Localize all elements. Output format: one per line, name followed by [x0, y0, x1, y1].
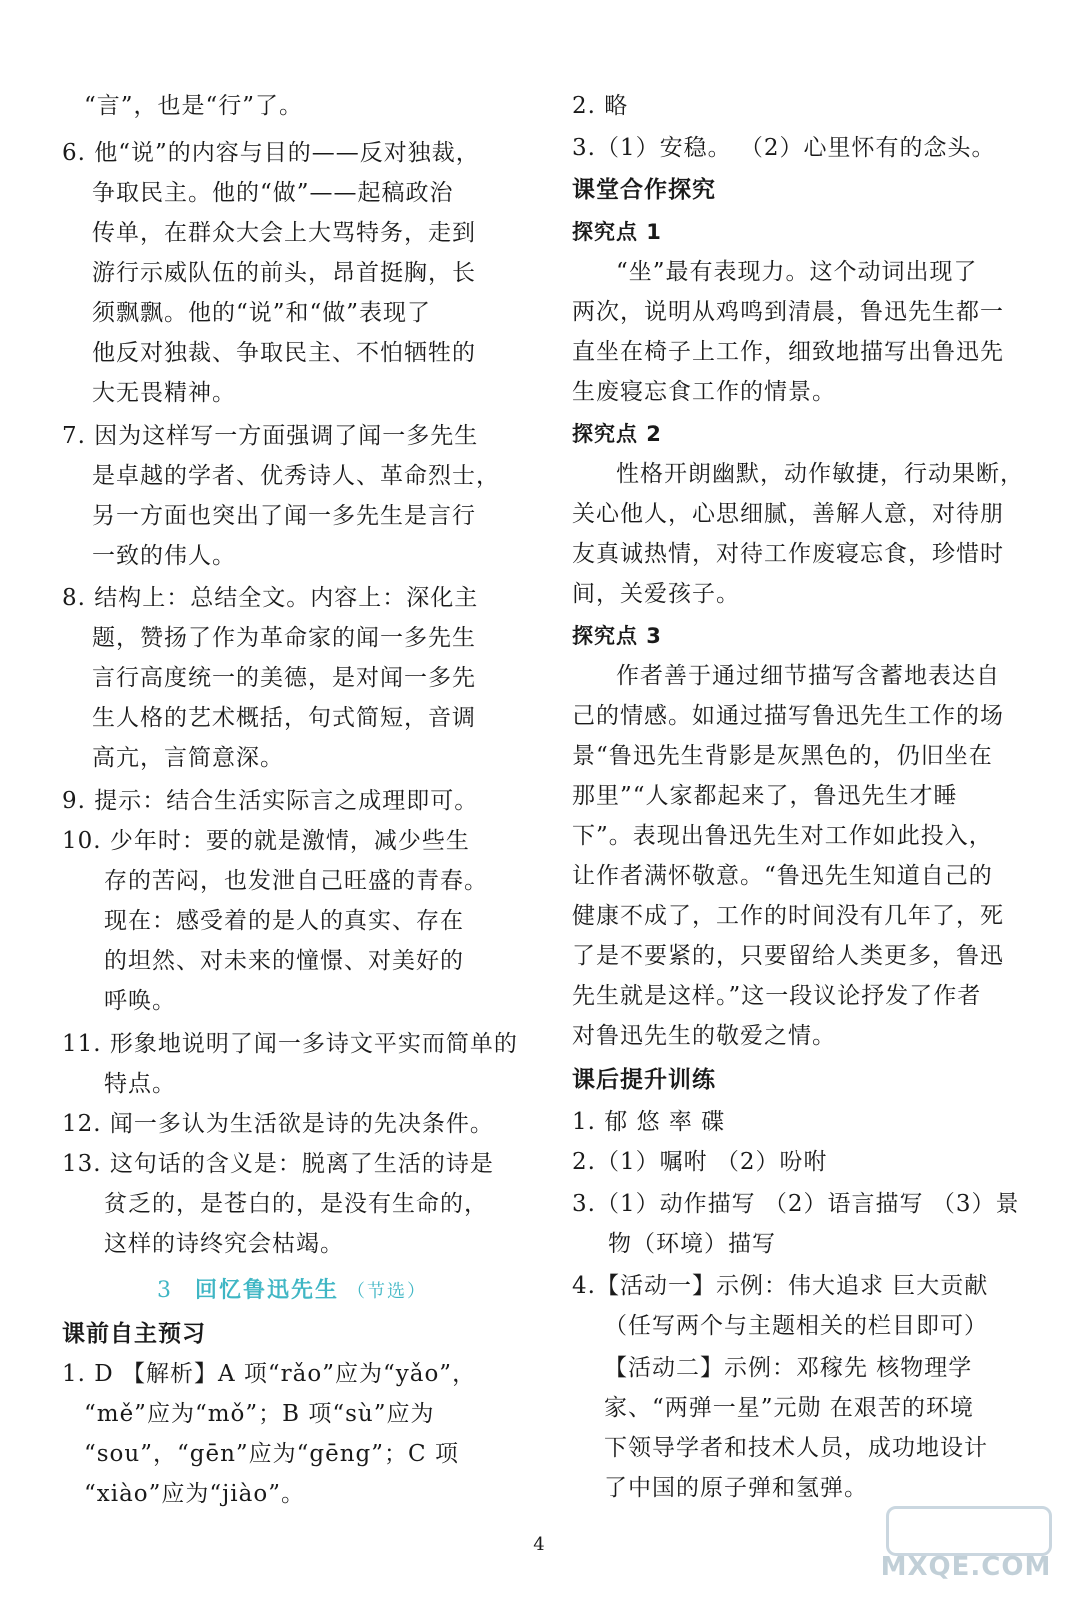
answer-item-7: 7. 因为这样写一方面强调了闻一多先生	[62, 423, 479, 449]
answer-item-2: 2. 略	[572, 93, 629, 119]
text-line: 题，赞扬了作为革命家的闻一多先生	[92, 625, 476, 651]
section-heading-classroom: 课堂合作探究	[572, 177, 716, 203]
lesson-note: （节选）	[347, 1281, 427, 1302]
text-line: 言行高度统一的美德，是对闻一多先	[92, 665, 476, 691]
text-line: 那里”“人家都起来了，鲁迅先生才睡	[572, 783, 958, 809]
answer-item-3: 3.（1）动作描写 （2）语言描写 （3）景	[572, 1191, 1020, 1217]
text-line: 生人格的艺术概括，句式简短，音调	[92, 705, 476, 731]
text-line: 间，关爱孩子。	[572, 581, 740, 607]
text-line: 家、“两弹一星”元勋 在艰苦的环境	[604, 1395, 974, 1421]
text-line: 对鲁迅先生的敬爱之情。	[572, 1023, 836, 1049]
text-line: 呼唤。	[104, 988, 176, 1014]
text-line: 下领导学者和技术人员，成功地设计	[604, 1435, 988, 1461]
text-line: 了中国的原子弹和氢弹。	[604, 1475, 868, 1501]
section-heading-preview: 课前自主预习	[62, 1321, 206, 1347]
text-line: 两次，说明从鸡鸣到清晨，鲁迅先生都一	[572, 299, 1004, 325]
text-line: 景“鲁迅先生背影是灰黑色的，仍旧坐在	[572, 743, 993, 769]
text-line: 大无畏精神。	[92, 380, 236, 406]
text-line: 下”。表现出鲁迅先生对工作如此投入，	[572, 823, 993, 849]
answer-item-11: 11. 形象地说明了闻一多诗文平实而简单的	[62, 1031, 518, 1057]
answer-item-12: 12. 闻一多认为生活欲是诗的先决条件。	[62, 1111, 494, 1137]
answer-item-9: 9. 提示：结合生活实际言之成理即可。	[62, 788, 479, 814]
text-line: 先生就是这样。”这一段议论抒发了作者	[572, 983, 982, 1009]
answer-item-6: 6. 他“说”的内容与目的——反对独裁，	[62, 140, 480, 166]
text-line: 【活动二】示例：邓稼先 核物理学	[604, 1355, 973, 1381]
text-line: 现在：感受着的是人的真实、存在	[104, 908, 464, 934]
text-line: 争取民主。他的“做”——起稿政治	[92, 180, 454, 206]
watermark-badge-icon	[886, 1506, 1052, 1556]
section-heading-after-class: 课后提升训练	[572, 1067, 716, 1093]
answer-item-2: 2.（1）嘱咐 （2）吩咐	[572, 1149, 828, 1175]
answer-item-8: 8. 结构上：总结全文。内容上：深化主	[62, 585, 479, 611]
tanjiu-label-1: 探究点 1	[572, 220, 662, 244]
text-line: 友真诚热情，对待工作废寝忘食，珍惜时	[572, 541, 1004, 567]
text-line: 存的苦闷，也发泄自己旺盛的青春。	[104, 868, 488, 894]
page-number: 4	[533, 1534, 545, 1555]
text-line: 高亢，言简意深。	[92, 745, 284, 771]
text-line: 的坦然、对未来的憧憬、对美好的	[104, 948, 464, 974]
text-line: 健康不成了，工作的时间没有几年了，死	[572, 903, 1004, 929]
answer-item-10: 10. 少年时：要的就是激情，减少些生	[62, 828, 470, 854]
text-line: 直坐在椅子上工作，细致地描写出鲁迅先	[572, 339, 1004, 365]
watermark-text: MXQE.COM	[880, 1552, 1052, 1582]
answer-item-13: 13. 这句话的含义是：脱离了生活的诗是	[62, 1151, 494, 1177]
text-line: 特点。	[104, 1071, 176, 1097]
text-line: 物（环境）描写	[608, 1231, 776, 1257]
text-line: 生废寝忘食工作的情景。	[572, 379, 836, 405]
tanjiu-label-2: 探究点 2	[572, 422, 662, 446]
answer-item-3: 3.（1）安稳。 （2）心里怀有的念头。	[572, 135, 996, 161]
text-line: 关心他人，心思细腻，善解人意，对待朋	[572, 501, 1004, 527]
text-line: “sou”，“gēn”应为“gēng”；C 项	[84, 1441, 459, 1467]
text-line: 让作者满怀敬意。“鲁迅先生知道自己的	[572, 863, 993, 889]
text-line: 游行示威队伍的前头，昂首挺胸，长	[92, 260, 476, 286]
text-line: 传单，在群众大会上大骂特务，走到	[92, 220, 476, 246]
lesson-title	[62, 1273, 522, 1304]
text-line: 作者善于通过细节描写含蓄地表达自	[616, 663, 1000, 689]
text-line: “mě”应为“mǒ”；B 项“sù”应为	[84, 1401, 435, 1427]
lesson-number: 3	[156, 1278, 173, 1303]
text-line: 是卓越的学者、优秀诗人、革命烈士，	[92, 463, 500, 489]
text-line: 一致的伟人。	[92, 543, 236, 569]
text-line: 他反对独裁、争取民主、不怕牺牲的	[92, 340, 476, 366]
text-line: 性格开朗幽默，动作敏捷，行动果断，	[616, 461, 1024, 487]
text-line: 这样的诗终究会枯竭。	[104, 1231, 344, 1257]
text-line: 贫乏的，是苍白的，是没有生命的，	[104, 1191, 488, 1217]
tanjiu-label-3: 探究点 3	[572, 624, 662, 648]
lesson-name: 回忆鲁迅先生	[194, 1278, 339, 1303]
text-line: 了是不要紧的，只要留给人类更多，鲁迅	[572, 943, 1004, 969]
answer-item-1: 1. 郁 悠 率 碟	[572, 1109, 726, 1135]
answer-item-4: 4.【活动一】示例：伟大追求 巨大贡献	[572, 1273, 989, 1299]
watermark-logo	[876, 1506, 1056, 1582]
answer-item-1: 1. D 【解析】A 项“rǎo”应为“yǎo”，	[62, 1361, 477, 1387]
text-line: （任写两个与主题相关的栏目即可）	[604, 1313, 988, 1339]
text-line: “xiào”应为“jiào”。	[84, 1481, 305, 1507]
text-line: “坐”最有表现力。这个动词出现了	[616, 259, 978, 285]
text-line: “言”，也是“行”了。	[84, 93, 304, 119]
text-line: 须飘飘。他的“说”和“做”表现了	[92, 300, 432, 326]
text-line: 另一方面也突出了闻一多先生是言行	[92, 503, 476, 529]
text-line: 己的情感。如通过描写鲁迅先生工作的场	[572, 703, 1004, 729]
